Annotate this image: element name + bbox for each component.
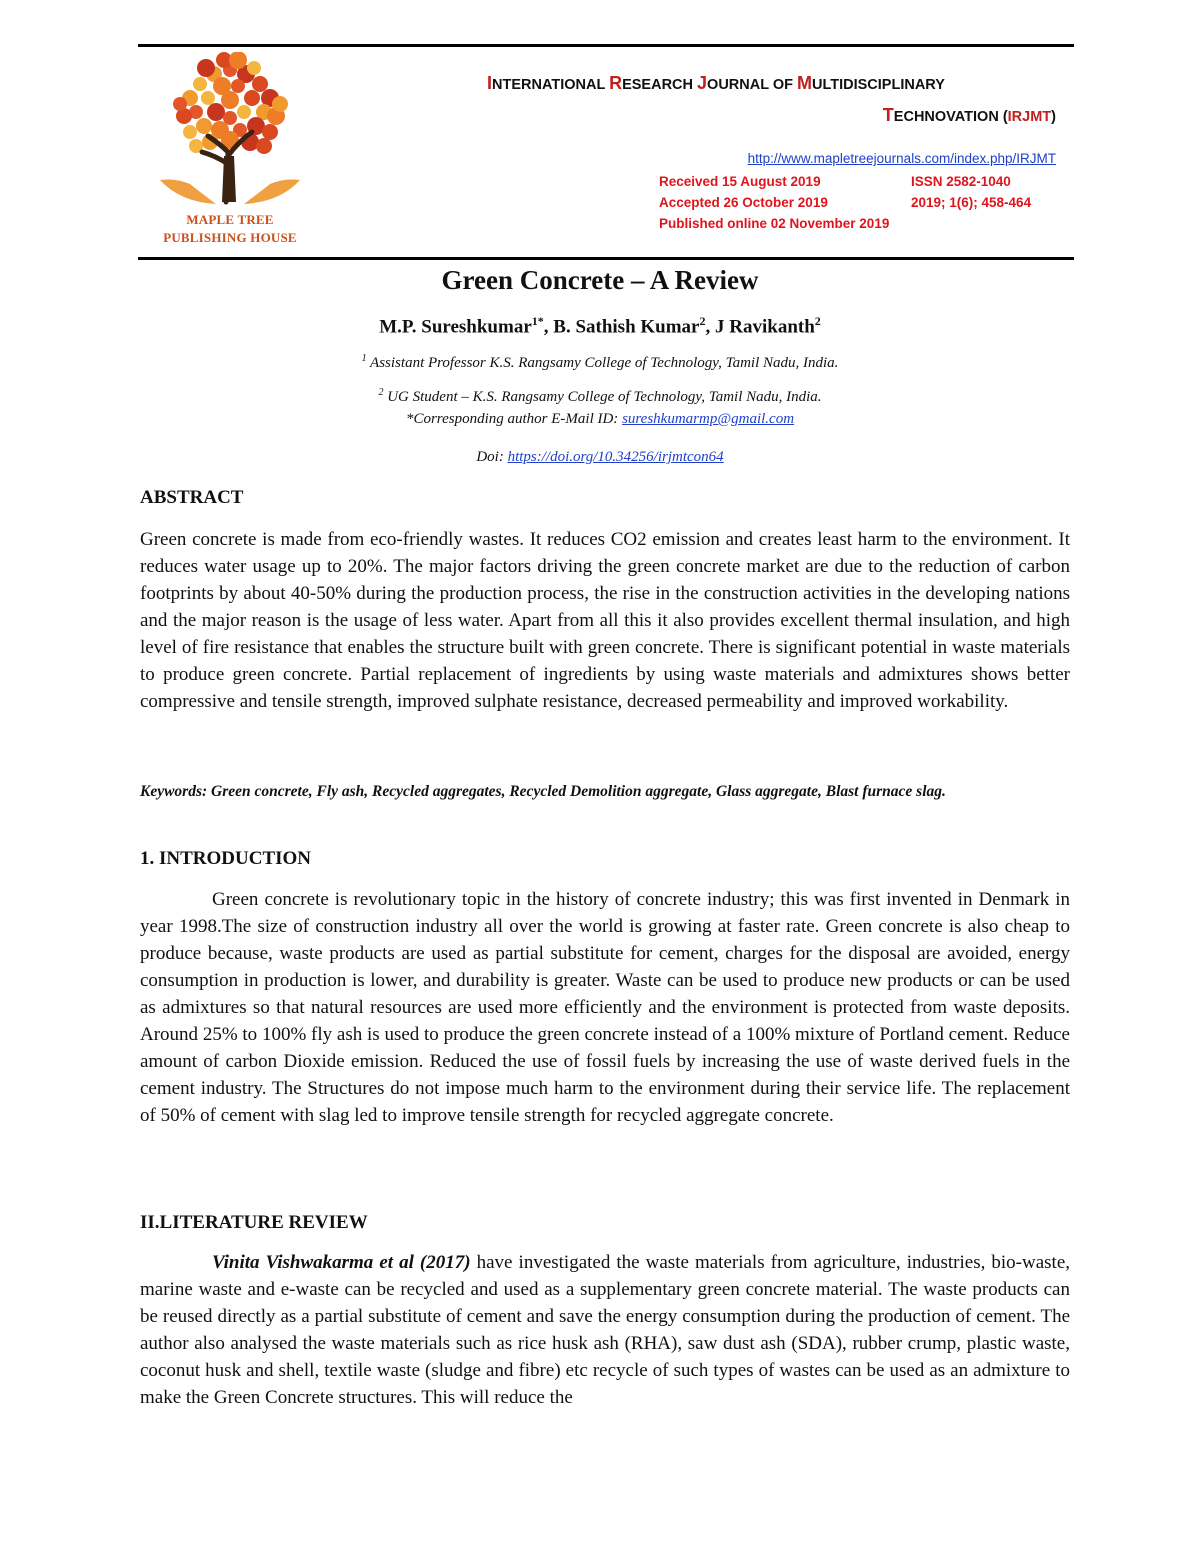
volume-issue-pages: 2019; 1(6); 458-464: [911, 195, 1032, 210]
author-affiliation-marker: 2: [699, 314, 706, 328]
author-affiliation-marker: 1*: [531, 314, 544, 328]
maple-leaf-icon: [231, 79, 245, 93]
maple-leaf-icon: [183, 125, 197, 139]
affiliation-marker: 2: [378, 387, 384, 398]
abstract-heading: ABSTRACT: [140, 487, 244, 508]
doi-label: Doi:: [476, 449, 508, 465]
journal-title-cap: T: [882, 105, 894, 125]
journal-url-link[interactable]: http://www.mapletreejournals.com/index.php/IRJMT: [747, 151, 1056, 166]
journal-title-cap: R: [609, 73, 623, 93]
corresponding-label: *Corresponding author E-Mail ID:: [405, 411, 623, 427]
published-date: Published online 02 November 2019: [659, 216, 890, 231]
maple-leaf-icon: [197, 59, 215, 77]
maple-leaf-icon: [221, 91, 239, 109]
journal-title-cap: J: [697, 73, 708, 93]
abstract-body: Green concrete is made from eco-friendly wastes. It reduces CO2 emission and creates least harm to the environment. It reduces water usage up to 20%. The major factors driving the green concrete market are due to the reduction of carbon footprints by about 40-50% during the production process, the rise in the construction activities in the developing nations and the major reason is the usage of less water. Apart from all this it also provides excellent thermal insulation, and high level of fire resistance that enables the structure built with green concrete. There is significant potential in waste materials to produce green concrete. Partial replacement of ingredients by using waste materials and admixtures shows better compressive and tensile strength, improved sulphate resistance, decreased permeability and improved workability.: [140, 529, 1070, 712]
keywords: Keywords: Green concrete, Fly ash, Recycled aggregates, Recycled Demolition aggregate, Glass aggregate, Blast furnace slag.: [140, 783, 946, 800]
journal-title-rest: ULTIDISCIPLINARY: [812, 77, 945, 93]
maple-leaf-icon: [196, 118, 212, 134]
received-date: Received 15 August 2019: [659, 174, 821, 189]
accepted-date: Accepted 26 October 2019: [659, 195, 828, 210]
doi: [0, 449, 1200, 466]
author-list: [0, 314, 1200, 338]
doi-link[interactable]: https://doi.org/10.34256/irjmtcon64: [507, 449, 724, 465]
journal-title-line1: [487, 73, 945, 94]
introduction-body: Green concrete is revolutionary topic in the history of concrete industry; this was first invented in Denmark in year 1998.The size of construction industry all over the world is growing at faster rate. Green concrete is also cheap to produce because, waste products are used as partial substitute for cement, charges for the disposal are avoided, energy consumption in production is lower, and durability is greater. Waste can be used to produce new products or can be used as admixtures so that natural resources are used more efficiently and the environment is protected from waste deposits. Around 25% to 100% fly ash is used to produce the green concrete instead of a 100% mixture of Portland cement. Reduce amount of carbon Dioxide emission. Reduced the use of fossil fuels by increasing the use of waste derived fuels in the cement industry. The Structures do not impose much harm to the environment during their service life. The replacement of 50% of cement with slag led to improve tensile strength for recycled aggregate concrete.: [140, 889, 1070, 1126]
journal-title-close: ): [1051, 109, 1056, 125]
corresponding-author: [0, 411, 1200, 428]
author-separator: ,: [705, 316, 715, 338]
maple-leaf-icon: [201, 91, 215, 105]
maple-leaf-icon: [244, 90, 260, 106]
journal-title-cap: M: [797, 73, 812, 93]
maple-leaf-icon: [237, 105, 251, 119]
paper-title: Green Concrete – A Review: [441, 265, 759, 295]
affiliation-1: [0, 353, 1200, 372]
affiliation-2: [0, 387, 1200, 406]
maple-leaf-icon: [173, 97, 187, 111]
issn: ISSN 2582-1040: [911, 174, 1011, 189]
maple-leaf-icon: [247, 61, 261, 75]
journal-title-line2: [883, 105, 1056, 126]
author-name: J Ravikanth: [715, 316, 815, 338]
maple-leaf-icon: [207, 103, 225, 121]
citation: Vinita Vishwakarma et al (2017): [212, 1252, 471, 1273]
affiliation-marker: 1: [361, 353, 367, 364]
introduction-heading: 1. INTRODUCTION: [140, 848, 312, 869]
publisher-name-line2: PUBLISHING HOUSE: [163, 230, 297, 245]
header-bottom-rule: [138, 257, 1074, 260]
maple-tree-logo-icon: [150, 52, 310, 212]
author-name: B. Sathish Kumar: [553, 316, 700, 338]
maple-leaf-icon: [193, 77, 207, 91]
journal-abbrev: IRJMT: [1007, 109, 1052, 125]
header-top-rule: [138, 44, 1074, 47]
publisher-logo: [150, 52, 310, 252]
maple-leaf-icon: [272, 96, 288, 112]
journal-title-rest: ECHNOVATION (: [893, 109, 1008, 125]
maple-leaf-icon: [262, 124, 278, 140]
maple-leaf-icon: [256, 138, 272, 154]
journal-title-rest: OURNAL OF: [707, 77, 797, 93]
affiliation-text: UG Student – K.S. Rangsamy College of Technology, Tamil Nadu, India.: [383, 389, 822, 405]
literature-review-heading: II.LITERATURE REVIEW: [140, 1212, 368, 1233]
literature-text: have investigated the waste materials from agriculture, industries, bio-waste, marine waste and e-waste can be recycled and used as a supplementary green concrete material. The waste products can be reused directly as a partial substitute of cement and save the energy consumption during the production of cement. The author also analysed the waste materials such as rice husk ash (RHA), saw dust ash (SDA), rubber crump, plastic waste, coconut husk and shell, textile waste (sludge and fibre) etc recycle of such types of wastes can be used as an admixture to make the Green Concrete structures. This will reduce the: [140, 1252, 1070, 1408]
journal-title-rest: ESEARCH: [622, 77, 698, 93]
maple-leaf-icon: [252, 76, 268, 92]
author-affiliation-marker: 2: [814, 314, 821, 328]
journal-title-rest: NTERNATIONAL: [492, 77, 610, 93]
corresponding-email-link[interactable]: sureshkumarmp@gmail.com: [622, 411, 795, 427]
publisher-name-line1: MAPLE TREE: [186, 212, 274, 227]
journal-title-cap: I: [487, 73, 493, 93]
affiliation-text: Assistant Professor K.S. Rangsamy College of Technology, Tamil Nadu, India.: [366, 355, 839, 371]
literature-review-body: [140, 1249, 1070, 1411]
author-name: M.P. Sureshkumar: [379, 316, 532, 338]
author-separator: ,: [543, 316, 554, 338]
